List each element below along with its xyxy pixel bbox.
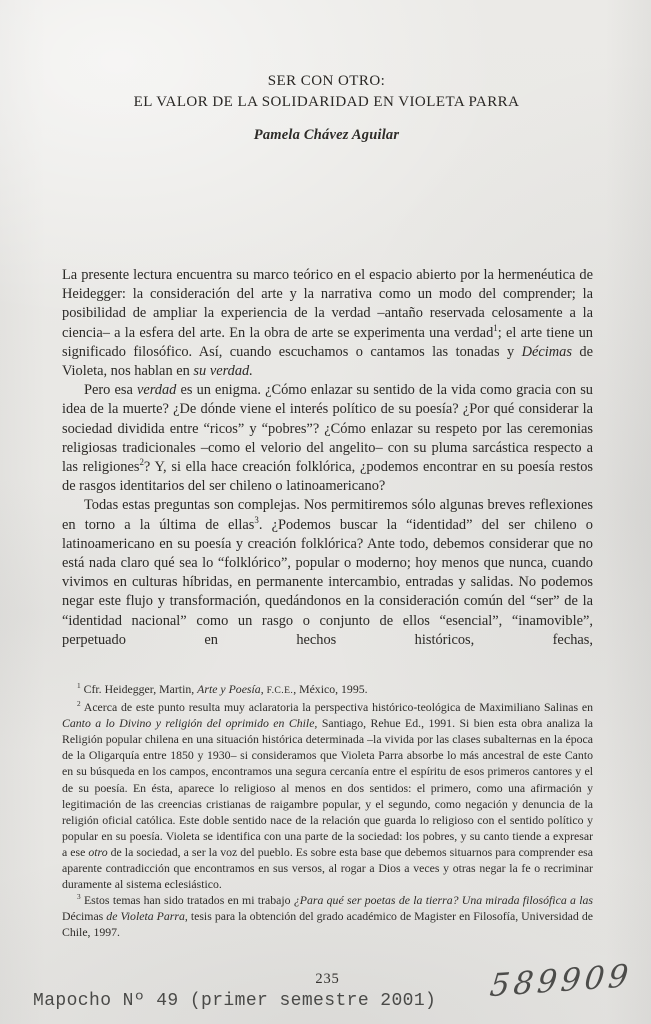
- article-title-line2: EL VALOR DE LA SOLIDARIDAD EN VIOLETA PARRA: [133, 94, 520, 110]
- article-author: Pamela Chávez Aguilar: [253, 127, 400, 143]
- footnotes-block: [62, 681, 593, 941]
- footnote: $^3$ Estos temas han sido tratados en mi trabajo ¿Para qué ser poetas de la tierra? Una mirada filosófica a las Décimas de Violeta Parra, tesis para la obtención del grado académico de Magister en Filosofía, Universidad de Chile, 1997.: [62, 892, 593, 940]
- handwritten-inventory-number: 589909: [488, 957, 634, 1005]
- body-paragraph: Todas estas preguntas son complejas. Nos permitiremos sólo algunas breves reflexiones en torno a la última de ellas$^3$. ¿Podemos buscar la “identidad” del ser chileno o latinoamericano en su poesía y creación folklórica? Ante todo, debemos considerar que no está nada claro qué sea lo “folklórico”, popular o moderno; hoy menos que nunca, cuando vivimos en culturas híbridas, en permanente intercambio, entradas y salidas. No podemos negar este flujo y transformación, quedándonos en la consideración común del “ser” de la “identidad nacional” como un rasgo o conjunto de ellos “esencial”, “inamovible”, perpetuado en hechos históricos, fechas,: [62, 497, 594, 648]
- body-paragraph: Pero esa verdad es un enigma. ¿Cómo enlazar su sentido de la vida como gracia con su idea de la muerte? ¿De dónde viene el interés político de su poesía? ¿Por qué considerar la sociedad dividida entre “ricos” y “pobres”? ¿Cómo enlazar su respeto por las ceremonias religiosas tradicionales –como el velorio del angelito– con su pluma sarcástica respecto a las religiones$^2$? Y, si ella hace creación folklórica, ¿podemos encontrar en su poesía restos de rasgos identitarios del ser chileno o latinoamericano?: [62, 382, 593, 495]
- journal-issue-stamp: Mapocho Nº 49 (primer semestre 2001): [33, 991, 437, 1011]
- article-body: [62, 266, 593, 650]
- body-paragraph: La presente lectura encuentra su marco teórico en el espacio abierto por la hermenéutica de Heidegger: la consideración del arte y la narrativa como un modo del comprender; la posibilidad de ampliar la experiencia de la verdad –antaño reservada celosamente a la ciencia– a la esfera del arte. En la obra de arte se experimenta una verdad$^1$; el arte tiene un significado filosófico. Así, cuando escuchamos o cantamos las tonadas y Décimas de Violeta, nos hablan en su verdad.: [62, 267, 593, 380]
- article-title-line1: SER CON OTRO:: [267, 73, 386, 89]
- page-number: 235: [315, 971, 340, 987]
- article-title: [60, 71, 593, 113]
- footnote: $^1$ Cfr. Heidegger, Martin, Arte y Poesía, F.C.E., México, 1995.: [77, 681, 368, 696]
- footnote: $^2$ Acerca de este punto resulta muy aclaratoria la perspectiva histórico-teológica de Maximiliano Salinas en Canto a lo Divino y religión del oprimido en Chile, Santiago, Rehue Ed., 1991. Si bien esta obra analiza la Religión popular chilena en una situación histórica determinada –la vivida por las clases subalternas en la época de la Oligarquía entre 1850 y 1930– si consideramos que Violeta Parra absorbe lo más ancestral de este Canto en su búsqueda en los campos, encontramos una segura cercanía entre el espíritu de esos primeros cantores y el de su poesía. En ésta, aparece lo religioso al menos en dos sentidos: el primero, como una afirmación y legitimación de las creencias cristianas de raigambre popular, y el segundo, como negación y denuncia de la religión oficial católica. Este doble sentido nace de la relación que guarda lo religioso con el sentido político y popular en su poesía. Violeta se identifica con una parte de la sociedad: los pobres, y su canto tiende a expresar a ese otro de la sociedad, a ser la voz del pueblo. Es sobre esta base que debemos situarnos para comprender esa aparente contradicción que encontramos en sus versos, al rogar a Dios a veces y otras negar la fe o recriminar duramente al sistema eclesiástico.: [62, 699, 594, 892]
